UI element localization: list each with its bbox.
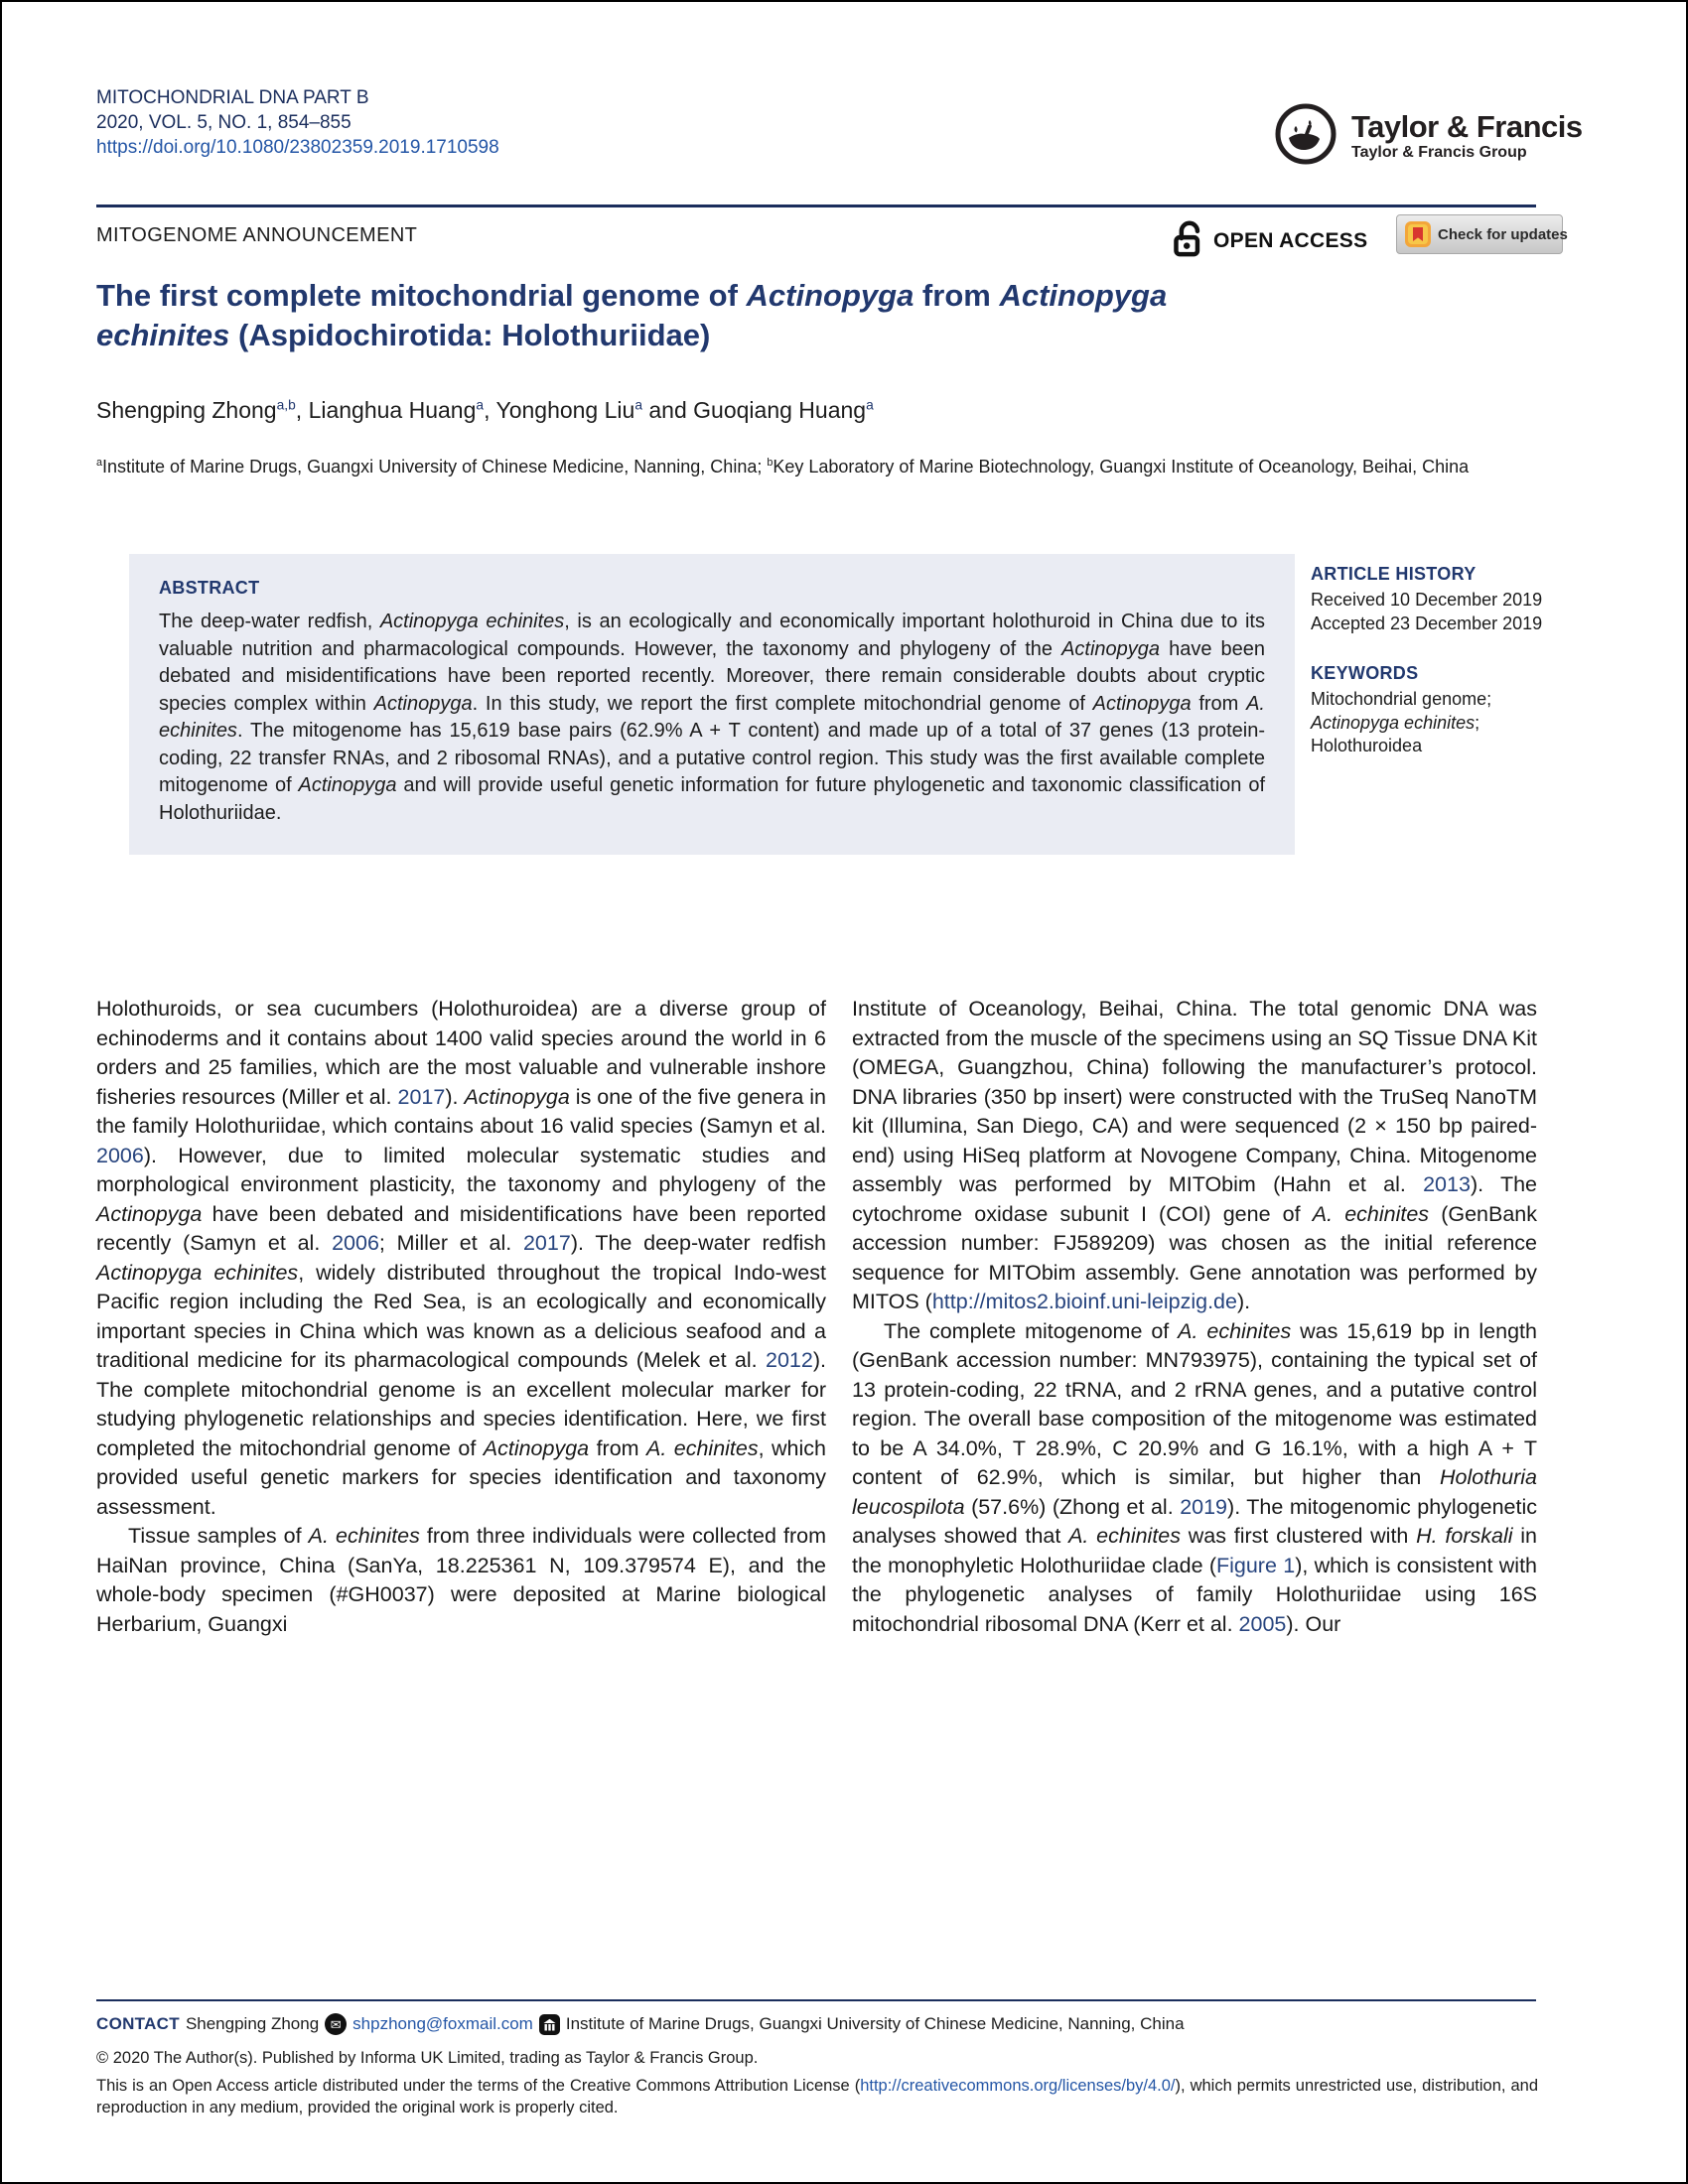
body-column-left (96, 995, 826, 1639)
abstract-text: The deep-water redfish, Actinopyga echinites, is an ecologically and economically important holothuroid in China due to its valuable nutrition and pharmacological compounds. However, the taxonomy and phylogeny of the Actinopyga have been debated and misidentifications have been reported recently. Moreover, there remain considerable doubts about cryptic species complex within Actinopyga. In this study, we report the first complete mitochondrial genome of Actinopyga from A. echinites. The mitogenome has 15,619 base pairs (62.9% A + T content) and made up of a total of 37 genes (13 protein-coding, 22 transfer RNAs, and 2 ribosomal RNAs), and a putative control region. This study was the first available complete mitogenome of Actinopyga and will provide useful genetic information for future phylogenetic and taxonomic classification of Holothuriidae. (159, 611, 1265, 824)
paragraph: Institute of Oceanology, Beihai, China. The total genomic DNA was extracted from the muscle of the specimens using an SQ Tissue DNA Kit (OMEGA, Guangzhou, China) following the manufacturer’s protocol. DNA libraries (350 bp insert) were constructed with the TruSeq NanoTM kit (Illumina, San Diego, CA) and were sequenced (2 × 150 bp paired-end) using HiSeq platform at Novogene Company, China. Mitogenome assembly was performed by MITObim (Hahn et al. 2013). The cytochrome oxidase subunit I (COI) gene of A. echinites (GenBank accession number: FJ589209) was chosen as the initial reference sequence for MITObim assembly. Gene annotation was performed by MITOS (http://mitos2.bioinf.uni-leipzig.de). (852, 997, 1537, 1313)
publisher-logo (1273, 101, 1583, 172)
inline-link[interactable]: 2017 (522, 1231, 571, 1255)
contact-label: CONTACT (96, 2014, 180, 2033)
inline-link[interactable]: http://creativecommons.org/licenses/by/4.0/ (860, 2077, 1176, 2095)
doi-link[interactable]: https://doi.org/10.1080/23802359.2019.1710598 (96, 137, 499, 158)
inline-link[interactable]: 2006 (96, 1143, 144, 1167)
article-meta-sidebar (1311, 564, 1549, 758)
body-column-right (852, 995, 1537, 1639)
article-title: The first complete mitochondrial genome of Actinopyga from Actinopyga echinites (Aspidochirotida: Holothuriidae) (96, 278, 1168, 352)
article-history-block (1311, 564, 1549, 635)
open-access-lock-icon (1172, 218, 1205, 263)
envelope-icon: ✉ (325, 2013, 347, 2035)
paragraph: Tissue samples of A. echinites from three individuals were collected from HaiNan province, China (SanYa, 18.225361 N, 109.379574 E), and the whole-body specimen (#GH0037) were deposited at Marine biological Herbarium, Guangxi (96, 1524, 826, 1636)
contact-line (96, 2013, 1536, 2035)
abstract-label: ABSTRACT (159, 578, 260, 598)
inline-link[interactable]: 2006 (332, 1231, 379, 1255)
keywords-list: Mitochondrial genome; Actinopyga echinites; Holothuroidea (1311, 689, 1492, 755)
license-text: This is an Open Access article distributed under the terms of the Creative Commons Attribution License (http://creativecommons.org/licenses/by/4.0/), which permits unrestricted use, distribution, and reproduction in any medium, provided the original work is properly cited. (96, 2077, 1538, 2116)
open-access-label: OPEN ACCESS (1213, 228, 1368, 252)
inline-link[interactable]: 2013 (1423, 1172, 1471, 1196)
inline-link[interactable]: 2012 (766, 1348, 813, 1372)
publisher-group: Taylor & Francis Group (1351, 144, 1527, 161)
building-icon (539, 2014, 560, 2035)
footer-divider (96, 1999, 1536, 2001)
keywords-block (1311, 663, 1549, 758)
contact-name: Shengping Zhong (185, 2014, 320, 2033)
check-updates-button[interactable] (1396, 214, 1568, 254)
inline-link[interactable]: 2017 (397, 1084, 446, 1109)
inline-link[interactable]: Figure 1 (1215, 1553, 1296, 1577)
journal-header (96, 85, 499, 160)
header-divider (96, 205, 1536, 207)
authors-line: Shengping Zhong$^{a,b}$, Lianghua Huang$^a$, Yonghong Liu$^a$ and Guoqiang Huang$^a$ (96, 397, 874, 423)
inline-link[interactable]: http://mitos2.bioinf.uni-leipzig.de (931, 1290, 1237, 1313)
paragraph: The complete mitogenome of A. echinites was 15,619 bp in length (GenBank accession number: MN793975), containing the typical set of 13 protein-coding, 22 tRNA, and 2 rRNA genes, and a putative control region. The overall base composition of the mitogenome was estimated to be A 34.0%, T 28.9%, C 20.9% and G 16.1%, with a high A + T content of 62.9%, which is similar, but higher than Holothuria leucospilota (57.6%) (Zhong et al. 2019). The mitogenomic phylogenetic analyses showed that A. echinites was first clustered with H. forskali in the monophyletic Holothuriidae clade (Figure 1), which is consistent with the phylogenetic analyses of family Holothuriidae using 16S mitochondrial ribosomal DNA (Kerr et al. 2005). Our (852, 1318, 1538, 1636)
contact-email-link[interactable]: shpzhong@foxmail.com (352, 2014, 533, 2033)
journal-name: MITOCHONDRIAL DNA PART B (96, 87, 369, 108)
paragraph: Holothuroids, or sea cucumbers (Holothuroidea) are a diverse group of echinoderms and it contains about 1400 valid species around the world in 6 orders and 25 families, which are the most valuable and vulnerable inshore fisheries resources (Miller et al. 2017). Actinopyga is one of the five genera in the family Holothuriidae, which contains about 16 valid species (Samyn et al. 2006). However, due to limited molecular systematic studies and morphological environment plasticity, the taxonomy and phylogeny of the Actinopyga have been debated and misidentifications have been reported recently (Samyn et al. 2006; Miller et al. 2017). The deep-water redfish Actinopyga echinites, widely distributed throughout the tropical Indo-west Pacific region including the Red Sea, is an ecologically and economically important species in China which was known as a delicious seafood and a traditional medicine for its pharmacological compounds (Melek et al. 2012). The complete mitochondrial genome is an excellent molecular marker for studying phylogenetic relationships and species identification. Here, we first completed the mitochondrial genome of Actinopyga from A. echinites, which provided useful genetic markers for species identification and taxonomy assessment. (96, 997, 827, 1519)
article-history-label: ARTICLE HISTORY (1311, 564, 1477, 584)
accepted-date: Accepted 23 December 2019 (1311, 613, 1543, 633)
check-updates-label: Check for updates (1438, 225, 1568, 243)
affiliations: $^a$Institute of Marine Drugs, Guangxi University of Chinese Medicine, Nanning, China; $^b$Key Laboratory of Marine Biotechnology, Guangxi Institute of Oceanology, Beihai, China (96, 457, 1470, 477)
taylor-francis-lamp-icon (1273, 101, 1338, 172)
article-type-label: MITOGENOME ANNOUNCEMENT (96, 224, 418, 246)
crossmark-icon (1405, 221, 1431, 247)
contact-address: Institute of Marine Drugs, Guangxi University of Chinese Medicine, Nanning, China (565, 2014, 1185, 2033)
inline-link[interactable]: 2005 (1238, 1611, 1287, 1636)
journal-issue: 2020, VOL. 5, NO. 1, 854–855 (96, 112, 352, 133)
inline-link[interactable]: 2019 (1180, 1494, 1228, 1519)
keywords-label: KEYWORDS (1311, 663, 1419, 683)
abstract-box (129, 554, 1295, 855)
copyright-line: © 2020 The Author(s). Published by Informa UK Limited, trading as Taylor & Francis Group. (96, 2049, 759, 2067)
received-date: Received 10 December 2019 (1311, 590, 1543, 610)
open-access-badge (1172, 218, 1367, 263)
publisher-name: Taylor & Francis (1351, 109, 1583, 144)
